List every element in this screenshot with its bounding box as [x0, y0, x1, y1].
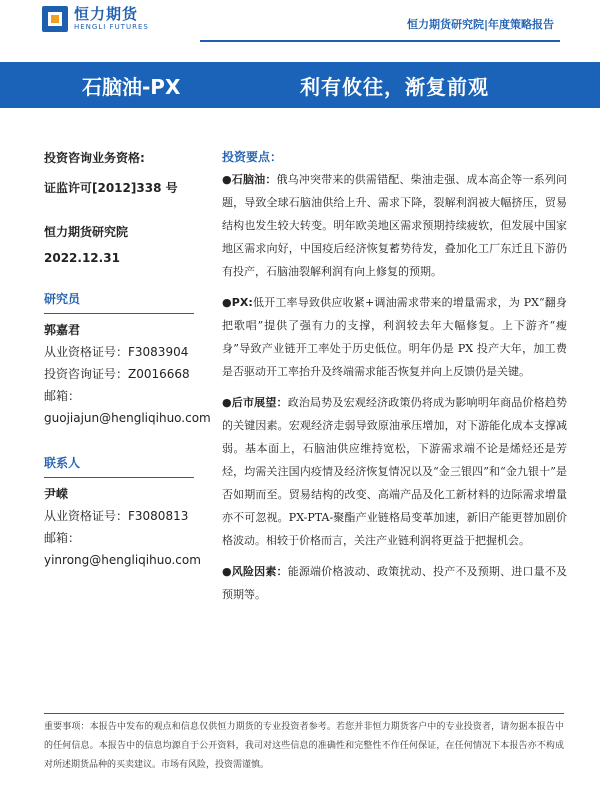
px-paragraph — [222, 291, 567, 383]
researcher-consult-cert: 投资咨询证号：Z0016668 — [44, 367, 190, 381]
contact-divider — [44, 477, 194, 478]
highlights-title: 投资要点： — [222, 150, 283, 164]
left-sidebar — [44, 140, 211, 568]
risk-text: 能源端价格波动、政策扰动、投产不及预期、进口量不及预期等。 — [222, 565, 567, 601]
researcher-divider — [44, 313, 194, 314]
contact-email-label: 邮箱： — [44, 531, 81, 545]
disclaimer: 重要事项：本报告中发布的观点和信息仅供恒力期货的专业投资者参考。若您并非恒力期货客户中的专业投资者，请勿据本报告中的任何信息。本报告中的信息均源自于公开资料，我司对这些信息的准确性和完整性不作任何保证，在任何情况下本报告亦不构成对所述期货品种的买卖建议。市场有风险，投资需谨慎。 — [44, 722, 564, 770]
report-headline: 利有攸往，渐复前观 — [300, 75, 489, 99]
px-text: 低开工率导致供应收紧+调油需求带来的增量需求，为 PX“翻身把歌唱”提供了强有力的支撑，利润较去年大幅修复。上下游齐“瘦身”导致产业链开工率处于历史低位。明年仍是 PX 投产大年，加工费是否驱动开工率抬升及终端需求能否恢复并向上反馈仍是关键。 — [222, 296, 567, 378]
researcher-cert: 从业资格证号：F3083904 — [44, 345, 189, 359]
license-number: 证监许可[2012]338 号 — [44, 181, 178, 195]
naphtha-paragraph — [222, 168, 567, 283]
footer-divider — [44, 713, 564, 714]
header-divider — [200, 40, 560, 42]
report-date: 2022.12.31 — [44, 251, 120, 265]
naphtha-label: ●石脑油： — [222, 173, 277, 186]
contact-name: 尹嵘 — [44, 487, 69, 501]
logo-icon — [42, 6, 68, 32]
risk-label: ●风险因素： — [222, 565, 288, 578]
institute-name: 恒力期货研究院 — [44, 225, 129, 239]
qualification-label: 投资咨询业务资格: — [44, 151, 145, 165]
report-type: 恒力期货研究院|年度策略报告 — [406, 18, 554, 31]
researcher-name: 郭嘉君 — [44, 323, 81, 337]
contact-email[interactable]: yinrong@hengliqihuo.com — [44, 553, 201, 567]
contact-section-title: 联系人 — [44, 456, 81, 470]
company-logo — [42, 6, 149, 32]
researcher-email-label: 邮箱： — [44, 389, 81, 403]
logo-english-name: HENGLI FUTURES — [74, 23, 149, 31]
investment-highlights — [222, 148, 567, 614]
outlook-text: 政治局势及宏观经济政策仍将成为影响明年商品价格趋势的关键因素。宏观经济走弱导致原油承压增加，对下游能化成本支撑减弱。基本面上，石脑油供应维持宽松，下游需求端不论是烯烃还是芳烃，均需关注国内疫情及经济恢复情况以及“金三银四”和“金九银十”是否如期而至。贸易结构的改变、高端产品及化工新材料的边际需求增量亦不可忽视。PX-PTA-聚酯产业链格局变革加速，新旧产能更替加剧价格波动。相较于价格而言，关注产业链利润将更益于把握机会。 — [222, 396, 567, 547]
researcher-email[interactable]: guojiajun@hengliqihuo.com — [44, 411, 211, 425]
contact-cert: 从业资格证号：F3080813 — [44, 509, 189, 523]
researcher-section-title: 研究员 — [44, 292, 81, 306]
title-banner — [0, 62, 600, 108]
product-title: 石脑油-PX — [82, 75, 181, 99]
outlook-label: ●后市展望： — [222, 396, 288, 409]
logo-chinese-name: 恒力期货 — [74, 5, 139, 23]
page-header — [0, 0, 600, 44]
outlook-paragraph — [222, 391, 567, 552]
px-label: ●PX: — [222, 296, 253, 309]
naphtha-text: 俄乌冲突带来的供需错配、柴油走强、成本高企等一系列问题，导致全球石脑油供给上升、需求下降，裂解利润被大幅挤压，贸易结构也发生较大转变。明年欧美地区需求预期持续疲软，但发展中国家地区需求向好，中国疫后经济恢复蓄势待发，叠加化工厂东迁且下游仍有投产，石脑油裂解利润有向上修复的预期。 — [222, 173, 567, 278]
risk-paragraph — [222, 560, 567, 606]
